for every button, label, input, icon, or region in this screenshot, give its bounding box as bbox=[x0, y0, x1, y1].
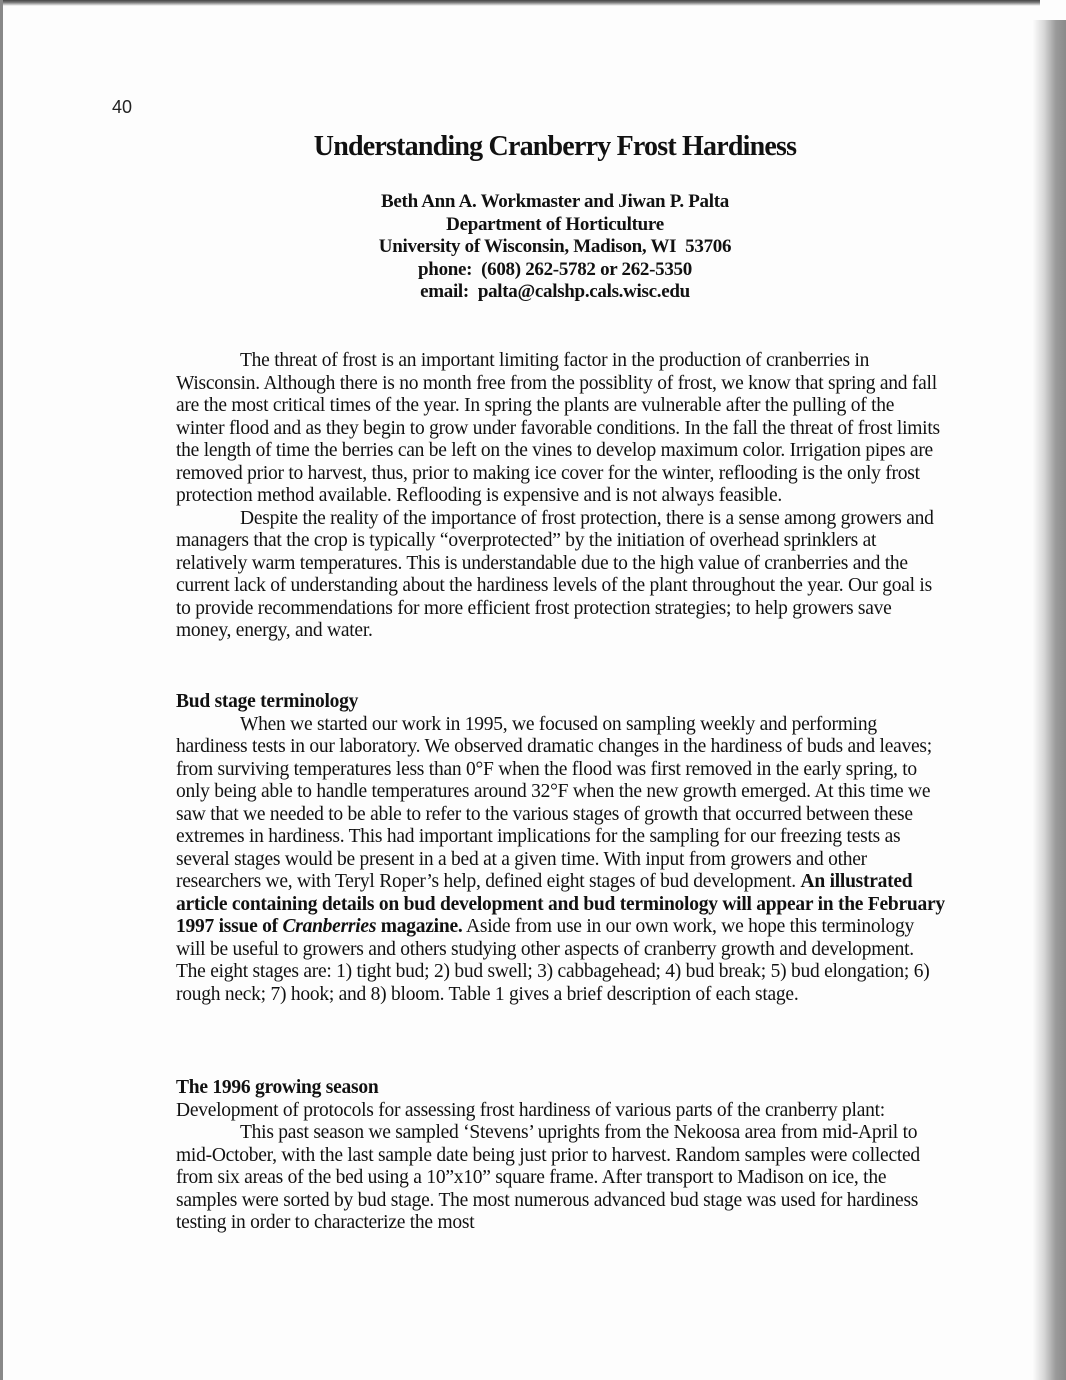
bud-stage-bold-note-end: magazine. bbox=[380, 916, 463, 937]
scan-shadow-top bbox=[0, 0, 1040, 6]
author-email: email: palta@calshp.cals.wisc.edu bbox=[420, 281, 690, 302]
growing-season-section bbox=[176, 1077, 946, 1235]
author-block bbox=[0, 191, 1066, 304]
intro-paragraph-2: Despite the reality of the importance of frost protection, there is a sense among growers and managers that the crop is typically “overprotected” by the initiation of overhead sprinklers at relatively warm temperatures. This is understandable due to the high value of cranberries and the current lack of understanding about the hardiness levels of the plant throughout the year. Our goal is to provide recommendations for more efficient frost protection strategies; to help growers save money, energy, and water. bbox=[176, 507, 934, 641]
intro-section bbox=[176, 350, 946, 643]
author-department: Department of Horticulture bbox=[446, 213, 664, 235]
page-number: 40 bbox=[112, 97, 133, 117]
intro-paragraph-1: The threat of frost is an important limiting factor in the production of cranberries in Wisconsin. Although there is no month free from the possiblity of frost, we know that spring and fall are the most critical times of the year. In spring the plants are vulnerable after the pulling of the winter flood and as they begin to grow under favorable conditions. In the fall the threat of frost limits the length of time the berries can be left on the vines to develop maximum color. Irrigation pipes are removed prior to harvest, thus, prior to making ice cover for the winter, reflooding is the only frost protection method available. Reflooding is expensive and is not always feasible. bbox=[176, 350, 940, 506]
growing-season-subheading: Development of protocols for assessing frost hardiness of various parts of the cranberry plant: bbox=[176, 1099, 885, 1121]
bud-stage-heading: Bud stage terminology bbox=[176, 691, 359, 712]
bud-stage-text-1: When we started our work in 1995, we focused on sampling weekly and performing hardiness tests in our laboratory. We observed dramatic changes in the hardiness of buds and leaves; from surviving temperatures less than 0°F when the flood was first removed in the early spring, to only being able to handle temperatures around 32°F when the new growth emerged. At this time we saw that we needed to be able to refer to the various stages of growth that occurred between these extremes in hardiness. This had important implications for the sampling for our freezing tests as several stages would be present in a bed at a given time. With input from growers and other researchers we, with Teryl Roper’s help, defined eight stages of bud development. bbox=[176, 713, 932, 892]
bud-stage-text-2: Aside from use in our own work, we hope this terminology will be useful to growers and others studying other aspects of cranberry growth and development. The eight stages are: 1) tight bud; 2) bud swell; 3) cabbagehead; 4) bud break; 5) bud elongation; 6) rough neck; 7) hook; and 8) bloom. Table 1 gives a brief description of each stage. bbox=[176, 916, 930, 1005]
author-phone: phone: (608) 262-5782 or 262-5350 bbox=[418, 258, 692, 280]
magazine-name: Cranberries bbox=[282, 916, 377, 937]
author-names: Beth Ann A. Workmaster and Jiwan P. Palta bbox=[381, 191, 729, 212]
author-university: University of Wisconsin, Madison, WI 53706 bbox=[378, 236, 732, 257]
bud-stage-section bbox=[176, 691, 946, 1006]
growing-season-paragraph: This past season we sampled ‘Stevens’ uprights from the Nekoosa area from mid-April to mid-October, with the last sample date being just prior to harvest. Random samples were collected from six areas of the bed using a 10”x10” square frame. After transport to Madison on ice, the samples were sorted by bud stage. The most numerous advanced bud stage was used for hardiness testing in order to characterize the most bbox=[176, 1122, 920, 1233]
bud-stage-bold-note: An illustrated article containing details on bud development and bud terminology will appear in the February 1997 issue of bbox=[176, 871, 945, 937]
growing-season-heading: The 1996 growing season bbox=[176, 1077, 379, 1098]
bud-stage-paragraph bbox=[176, 714, 946, 1007]
article-title: Understanding Cranberry Frost Hardiness bbox=[313, 131, 797, 162]
